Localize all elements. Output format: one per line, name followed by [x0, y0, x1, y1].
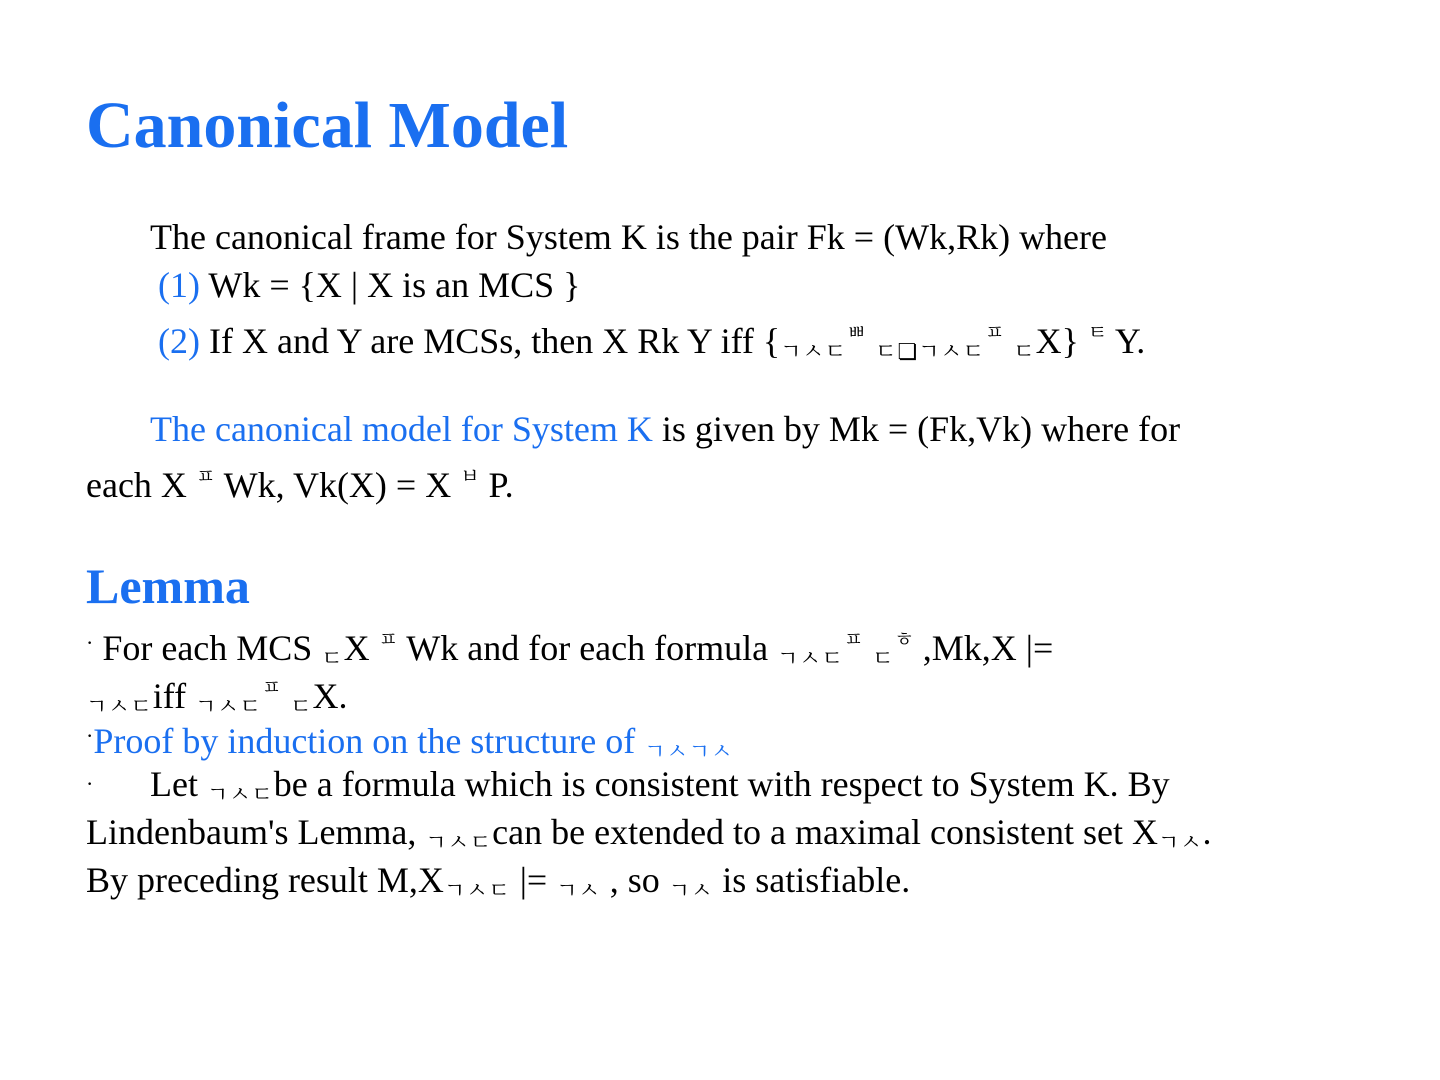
- item-2-text-a: If X and Y are MCSs, then X Rk Y iff {: [199, 321, 781, 361]
- model-line-1: [150, 407, 1180, 451]
- proof-heading: Proof by induction on the structure of: [93, 721, 645, 761]
- item-1-number: (1): [158, 265, 200, 305]
- model-text: Wk, Vk(X) = X: [215, 465, 461, 505]
- lemma-text: iff: [152, 676, 196, 716]
- frame-item-2: [158, 311, 1145, 374]
- proof-text: can be extended to a maximal consistent set X: [492, 812, 1158, 852]
- proof-bullet: [86, 762, 93, 811]
- glyph-symbol: ㄷ: [872, 646, 895, 671]
- glyph-symbol: ㄷ❏ㄱㅅㄷ: [875, 339, 986, 364]
- proof-paragraph-line-2: [86, 810, 1211, 865]
- proof-text: be a formula which is consistent with respect to System K. By: [273, 764, 1170, 804]
- lemma-text: ,Mk,X |=: [913, 628, 1054, 668]
- proof-text: , so: [600, 860, 669, 900]
- glyph-superscript: ㅃ: [846, 322, 867, 344]
- glyph-symbol: ㄱㅅㄷ: [777, 646, 844, 671]
- glyph-superscript: ㅍ: [195, 466, 216, 488]
- glyph-superscript: ㅎ: [894, 629, 914, 651]
- glyph-symbol: ㄱㅅㄷ: [195, 694, 262, 719]
- glyph-symbol: ㄱㅅㄷ: [780, 339, 847, 364]
- glyph-symbol: ㄷ: [1013, 339, 1036, 364]
- glyph-symbol: ㄷ: [290, 694, 313, 719]
- lemma-text: X: [343, 628, 379, 668]
- glyph-symbol: ㄱㅅㄱㅅ: [644, 739, 734, 764]
- lemma-text: X.: [312, 676, 348, 716]
- model-definition-rest: is given by Mk = (Fk,Vk) where for: [652, 409, 1181, 449]
- lemma-heading: Lemma: [86, 558, 250, 614]
- model-text: P.: [479, 465, 514, 505]
- proof-text: |=: [510, 860, 557, 900]
- glyph-superscript: ㅍ: [378, 629, 398, 651]
- glyph-superscript: ㅍ: [843, 629, 864, 651]
- glyph-symbol: ㄷ: [321, 646, 344, 671]
- item-2-text-c: Y.: [1107, 321, 1146, 361]
- glyph-symbol: ㄱㅅ: [1157, 830, 1203, 855]
- proof-text: .: [1202, 812, 1212, 852]
- frame-item-1: [158, 263, 580, 307]
- glyph-symbol: ㄱㅅㄷ: [206, 782, 274, 807]
- glyph-superscript: ㅍ: [985, 322, 1005, 344]
- proof-text: Let: [150, 764, 207, 804]
- proof-paragraph-line-1: [150, 762, 1170, 817]
- bullet: ·: [86, 771, 94, 796]
- page-title: Canonical Model: [86, 89, 569, 162]
- glyph-superscript: ㅌ: [1087, 322, 1108, 344]
- glyph-symbol: ㄱㅅㄷ: [425, 830, 493, 855]
- glyph-symbol: ㄱㅅㄷ: [443, 878, 511, 903]
- proof-text: By preceding result M,X: [86, 860, 444, 900]
- glyph-symbol: ㄱㅅ: [556, 878, 601, 903]
- model-text: each X: [86, 465, 196, 505]
- glyph-symbol: ㄱㅅㄷ: [86, 694, 153, 719]
- bullet: ·: [86, 723, 94, 748]
- glyph-superscript: ㅂ: [460, 466, 480, 488]
- bullet: ·: [86, 630, 94, 655]
- model-line-2: [86, 455, 514, 507]
- item-2-text-b: X}: [1035, 321, 1079, 361]
- proof-paragraph-line-3: [86, 858, 910, 913]
- item-2-number: (2): [158, 321, 200, 361]
- proof-text: Lindenbaum's Lemma,: [86, 812, 426, 852]
- glyph-superscript: ㅍ: [261, 677, 282, 699]
- glyph-symbol: ㄱㅅ: [668, 878, 714, 903]
- lemma-text: Wk and for each formula: [397, 628, 778, 668]
- proof-text: is satisfiable.: [713, 860, 911, 900]
- frame-intro: The canonical frame for System K is the pair Fk = (Wk,Rk) where: [150, 217, 1108, 257]
- lemma-text: For each MCS: [93, 628, 322, 668]
- model-definition-highlight: The canonical model for System K: [150, 409, 653, 449]
- item-1-text: Wk = {X | X is an MCS }: [199, 265, 581, 305]
